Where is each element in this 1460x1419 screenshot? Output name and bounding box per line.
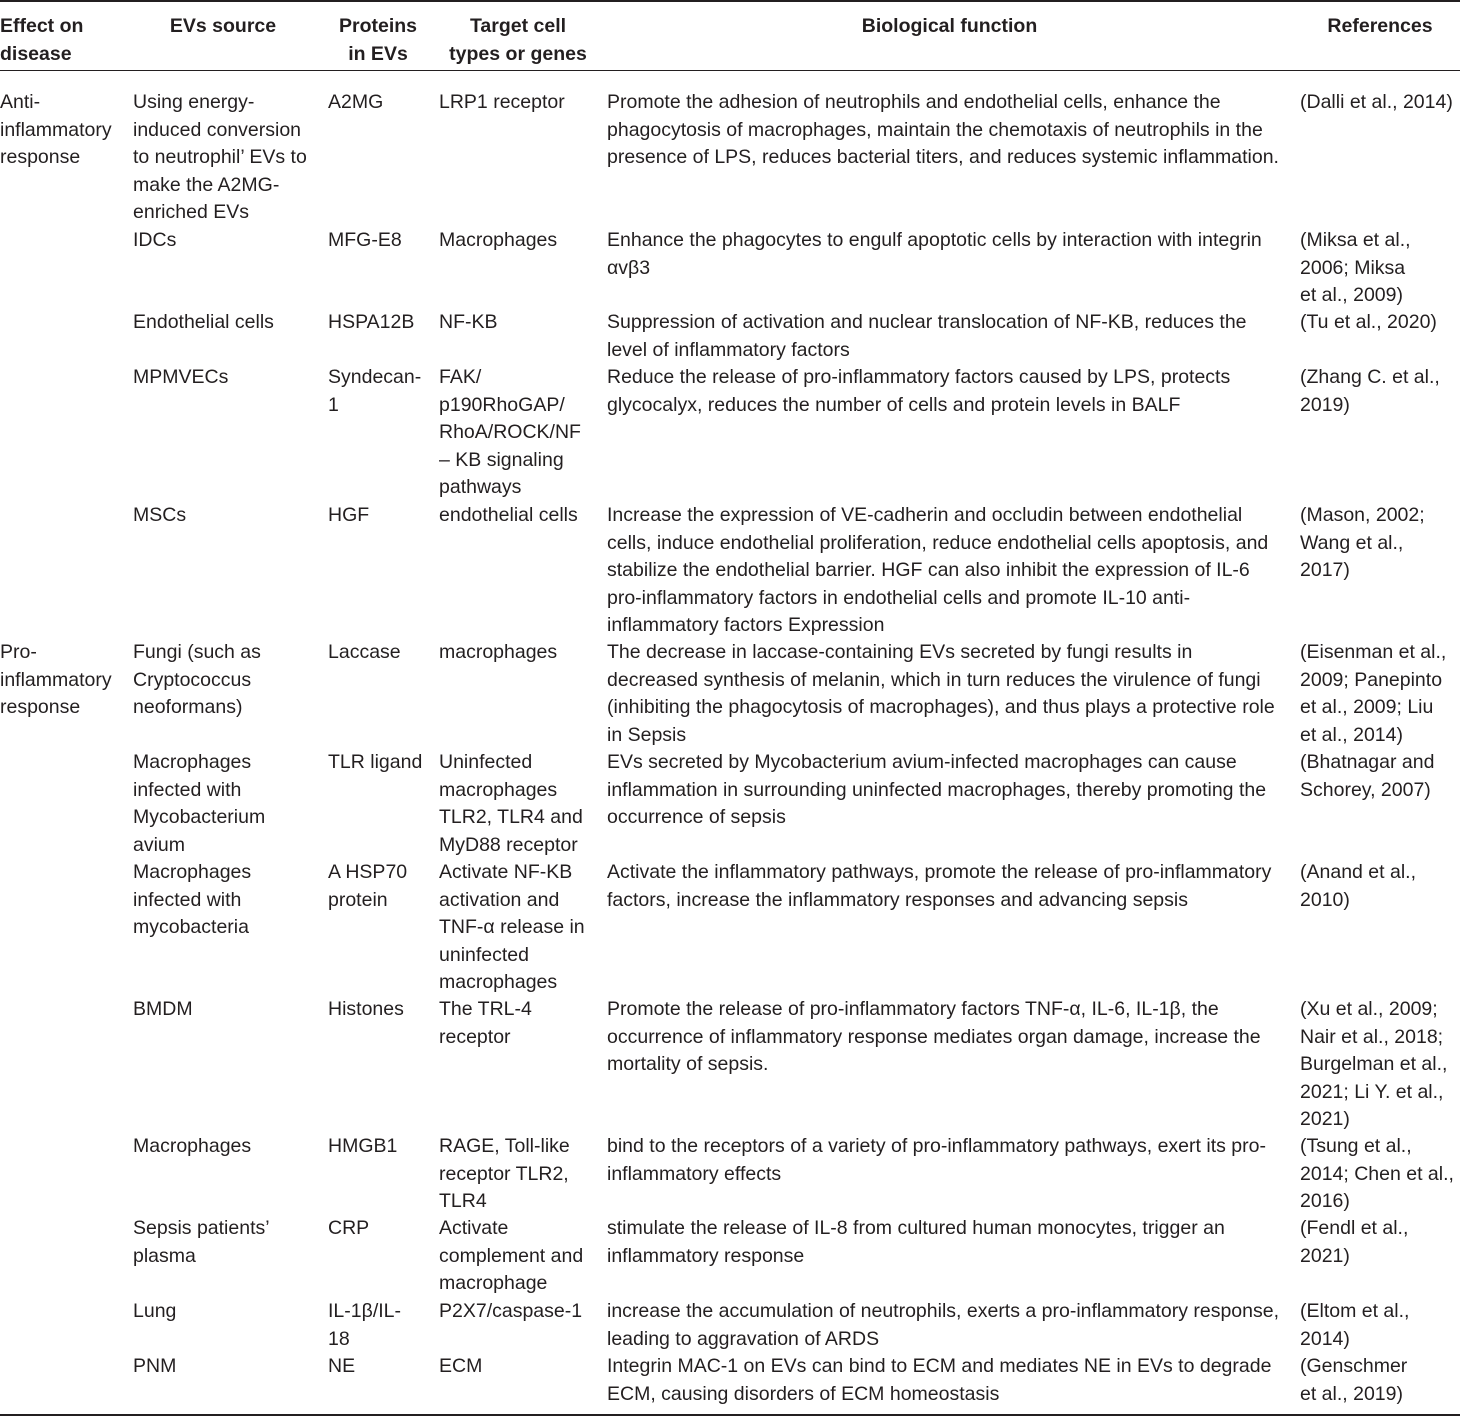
cell-target: ECM — [439, 1355, 483, 1377]
cell-source: Lung — [133, 1300, 177, 1322]
cell-function: Reduce the release of pro-inflammatory factors caused by LPS, protects glycocalyx, reduces the number of cells and protein levels in BALF — [607, 366, 1231, 416]
cell-effect: Pro- inflammatory response — [0, 641, 112, 718]
table-row — [0, 749, 1460, 859]
header-biological-function: Biological function — [861, 15, 1038, 37]
cell-reference: (Tu et al., 2020) — [1300, 311, 1437, 333]
cell-protein: TLR ligand — [328, 751, 423, 773]
cell-function: Enhance the phagocytes to engulf apoptotic cells by interaction with integrin αvβ3 — [607, 229, 1262, 279]
cell-function: bind to the receptors of a variety of pro-inflammatory pathways, exert its pro- inflammatory effects — [607, 1135, 1266, 1185]
cell-target: Activate NF-KB activation and TNF-α release in uninfected macrophages — [439, 861, 585, 993]
header-proteins-in-evs: Proteins in EVs — [338, 15, 418, 65]
cell-source: MPMVECs — [133, 366, 229, 388]
table-row — [0, 1298, 1460, 1353]
cell-target: FAK/ p190RhoGAP/ RhoA/ROCK/NF – KB signaling pathways — [439, 366, 581, 498]
cell-protein: IL-1β/IL- 18 — [328, 1300, 401, 1350]
cell-reference: (Zhang C. et al., 2019) — [1300, 366, 1440, 416]
cell-reference: (Eltom et al., 2014) — [1300, 1300, 1410, 1350]
table-bottom-rule — [0, 1414, 1460, 1416]
table-row — [0, 1353, 1460, 1408]
cell-protein: MFG-E8 — [328, 229, 402, 251]
cell-source: Macrophages infected with mycobacteria — [133, 861, 252, 938]
cell-protein: Histones — [328, 998, 404, 1020]
cell-reference: (Mason, 2002; Wang et al., 2017) — [1300, 504, 1425, 581]
cell-protein: A2MG — [328, 91, 384, 113]
cell-target: Macrophages — [439, 229, 558, 251]
cell-reference: (Miksa et al., 2006; Miksa et al., 2009) — [1300, 229, 1411, 306]
table-row — [0, 639, 1460, 749]
table-row — [0, 1133, 1460, 1215]
cell-target: P2X7/caspase-1 — [439, 1300, 583, 1322]
header-references: References — [1327, 15, 1433, 37]
cell-protein: HSPA12B — [328, 311, 415, 333]
cell-source: MSCs — [133, 504, 187, 526]
cell-target: Activate complement and macrophage — [439, 1217, 584, 1294]
table-row — [0, 996, 1460, 1133]
cell-source: Sepsis patients’ plasma — [133, 1217, 270, 1267]
cell-function: The decrease in laccase-containing EVs secreted by fungi results in decreased synthesis of melanin, which in turn reduces the virulence of fungi (inhibiting the phagocytosis of macrophages), and thus plays a protective role in Sepsis — [607, 641, 1275, 746]
cell-source: Macrophages — [133, 1135, 252, 1157]
cell-function: stimulate the release of IL-8 from cultured human monocytes, trigger an inflammatory response — [607, 1217, 1225, 1267]
cell-source: Using energy- induced conversion to neutrophil’ EVs to make the A2MG- enriched EVs — [133, 91, 307, 223]
table-body — [0, 89, 1460, 1408]
cell-target: Uninfected macrophages TLR2, TLR4 and MyD88 receptor — [439, 751, 583, 856]
table-row — [0, 227, 1460, 309]
header-target-cell-types: Target cell types or genes — [449, 15, 587, 65]
table-row — [0, 364, 1460, 502]
cell-reference: (Dalli et al., 2014) — [1300, 91, 1453, 113]
cell-source: IDCs — [133, 229, 177, 251]
cell-target: RAGE, Toll-like receptor TLR2, TLR4 — [439, 1135, 570, 1212]
cell-function: increase the accumulation of neutrophils, exerts a pro-inflammatory response, leading to aggravation of ARDS — [607, 1300, 1279, 1350]
cell-source: Fungi (such as Cryptococcus neoformans) — [133, 641, 261, 718]
cell-reference: (Tsung et al., 2014; Chen et al., 2016) — [1300, 1135, 1454, 1212]
cell-source: PNM — [133, 1355, 177, 1377]
header-effect-on-disease: Effect on disease — [0, 15, 84, 65]
table-row — [0, 1215, 1460, 1298]
cell-function: Integrin MAC-1 on EVs can bind to ECM and mediates NE in EVs to degrade ECM, causing disorders of ECM homeostasis — [607, 1355, 1272, 1405]
table-row — [0, 859, 1460, 996]
cell-function: Increase the expression of VE-cadherin and occludin between endothelial cells, induce endothelial proliferation, reduce endothelial cells apoptosis, and stabilize the endothelial barrier. HGF can also inhibit the expression of IL-6 pro-inflammatory factors in endothelial cells and promote IL-10 anti- inflammatory factors Expression — [607, 504, 1269, 636]
cell-reference: (Genschmer et al., 2019) — [1300, 1355, 1408, 1405]
header-rule — [0, 70, 1460, 71]
cell-protein: HMGB1 — [328, 1135, 398, 1157]
cell-effect: Anti- inflammatory response — [0, 91, 112, 168]
cell-target: NF-KB — [439, 311, 498, 333]
cell-target: endothelial cells — [439, 504, 578, 526]
cell-protein: NE — [328, 1355, 356, 1377]
cell-protein: A HSP70 protein — [328, 861, 408, 911]
cell-target: LRP1 receptor — [439, 91, 565, 113]
cell-reference: (Fendl et al., 2021) — [1300, 1217, 1409, 1267]
cell-function: Suppression of activation and nuclear translocation of NF-KB, reduces the level of inflammatory factors — [607, 311, 1247, 361]
cell-reference: (Bhatnagar and Schorey, 2007) — [1300, 751, 1435, 801]
cell-reference: (Eisenman et al., 2009; Panepinto et al., 2009; Liu et al., 2014) — [1300, 641, 1447, 746]
cell-protein: CRP — [328, 1217, 370, 1239]
cell-function: Promote the adhesion of neutrophils and endothelial cells, enhance the phagocytosis of macrophages, maintain the chemotaxis of neutrophils in the presence of LPS, reduces bacterial titers, and reduces systemic inflammation. — [607, 91, 1279, 168]
table-row — [0, 502, 1460, 639]
cell-source: Endothelial cells — [133, 311, 274, 333]
table-row — [0, 89, 1460, 227]
cell-function: Promote the release of pro-inflammatory factors TNF-α, IL-6, IL-1β, the occurrence of inflammatory response mediates organ damage, increase the mortality of sepsis. — [607, 998, 1261, 1075]
cell-source: BMDM — [133, 998, 193, 1020]
cell-function: Activate the inflammatory pathways, promote the release of pro-inflammatory factors, increase the inflammatory responses and advancing sepsis — [607, 861, 1272, 911]
cell-target: The TRL-4 receptor — [439, 998, 532, 1048]
cell-protein: Syndecan- 1 — [328, 366, 422, 416]
cell-reference: (Xu et al., 2009; Nair et al., 2018; Burgelman et al., 2021; Li Y. et al., 2021) — [1300, 998, 1448, 1130]
cell-function: EVs secreted by Mycobacterium avium-infected macrophages can cause inflammation in surrounding uninfected macrophages, thereby promoting the occurrence of sepsis — [607, 751, 1267, 828]
cell-protein: Laccase — [328, 641, 401, 663]
cell-protein: HGF — [328, 504, 370, 526]
cell-target: macrophages — [439, 641, 558, 663]
cell-reference: (Anand et al., 2010) — [1300, 861, 1416, 911]
cell-source: Macrophages infected with Mycobacterium avium — [133, 751, 266, 856]
header-evs-source: EVs source — [169, 15, 277, 37]
table-row — [0, 309, 1460, 364]
table-header — [0, 0, 1460, 70]
